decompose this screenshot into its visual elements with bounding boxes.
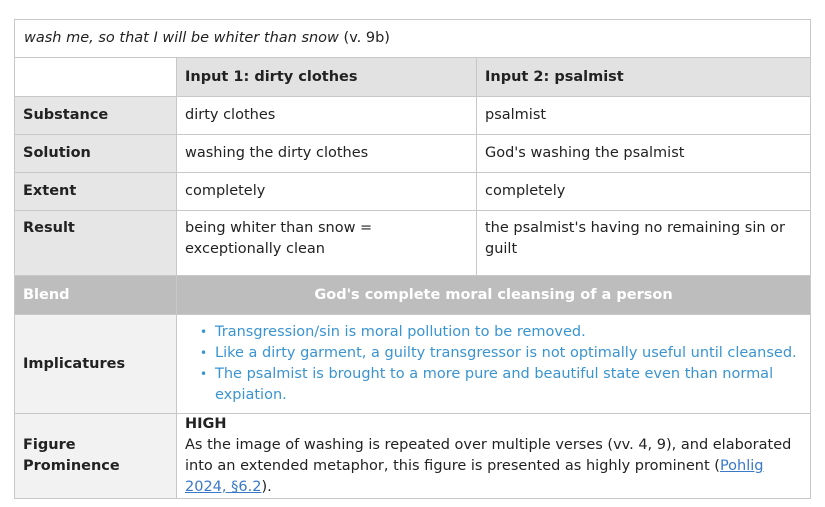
cell-result-input1: being whiter than snow = exceptionally clean [177,211,477,276]
implicatures-row [15,315,811,414]
header-input2: Input 2: psalmist [477,58,811,97]
prominence-text: As the image of washing is repeated over multiple verses (vv. 4, 9), and elaborated into an extended metaphor, this figure is presented as highly prominent ( [185,437,792,474]
cell-substance-input2: psalmist [477,97,811,135]
implicature-item: • Transgression/sin is moral pollution to be removed. [215,322,802,343]
blend-row [15,276,811,315]
verse-text: wash me, so that I will be whiter than snow [24,30,339,46]
verse-row [15,20,811,58]
figure-analysis-table [14,19,811,499]
row-label-substance: Substance [15,97,177,135]
row-label-extent: Extent [15,173,177,211]
implicatures-label: Implicatures [15,315,177,414]
verse-ref: (v. 9b) [343,30,390,46]
table-row [15,211,811,276]
blend-label: Blend [15,276,177,315]
implicature-item: • Like a dirty garment, a guilty transgressor is not optimally useful until cleansed. [215,343,802,364]
table-row [15,97,811,135]
row-label-result: Result [15,211,177,276]
cell-substance-input1: dirty clothes [177,97,477,135]
prominence-text-end: ). [261,479,272,495]
table-row [15,135,811,173]
cell-extent-input1: completely [177,173,477,211]
prominence-row [15,414,811,499]
header-corner [15,58,177,97]
implicature-item: • The psalmist is brought to a more pure and beautiful state even than normal expiation. [215,364,802,406]
blend-value: God's complete moral cleansing of a person [177,276,811,315]
header-row [15,58,811,97]
verse-cell [15,20,811,58]
prominence-cell [177,414,811,499]
cell-result-input2: the psalmist's having no remaining sin or guilt [477,211,811,276]
figure-analysis-table-container [14,19,810,499]
cell-solution-input1: washing the dirty clothes [177,135,477,173]
pohlig-reference-link[interactable]: Pohlig 2024, §6.2 [185,458,764,495]
table-row [15,173,811,211]
prominence-label: Figure Prominence [15,414,177,499]
implicatures-cell [177,315,811,414]
cell-extent-input2: completely [477,173,811,211]
implicatures-list [185,322,802,406]
cell-solution-input2: God's washing the psalmist [477,135,811,173]
header-input1: Input 1: dirty clothes [177,58,477,97]
row-label-solution: Solution [15,135,177,173]
prominence-level: HIGH [185,416,227,432]
